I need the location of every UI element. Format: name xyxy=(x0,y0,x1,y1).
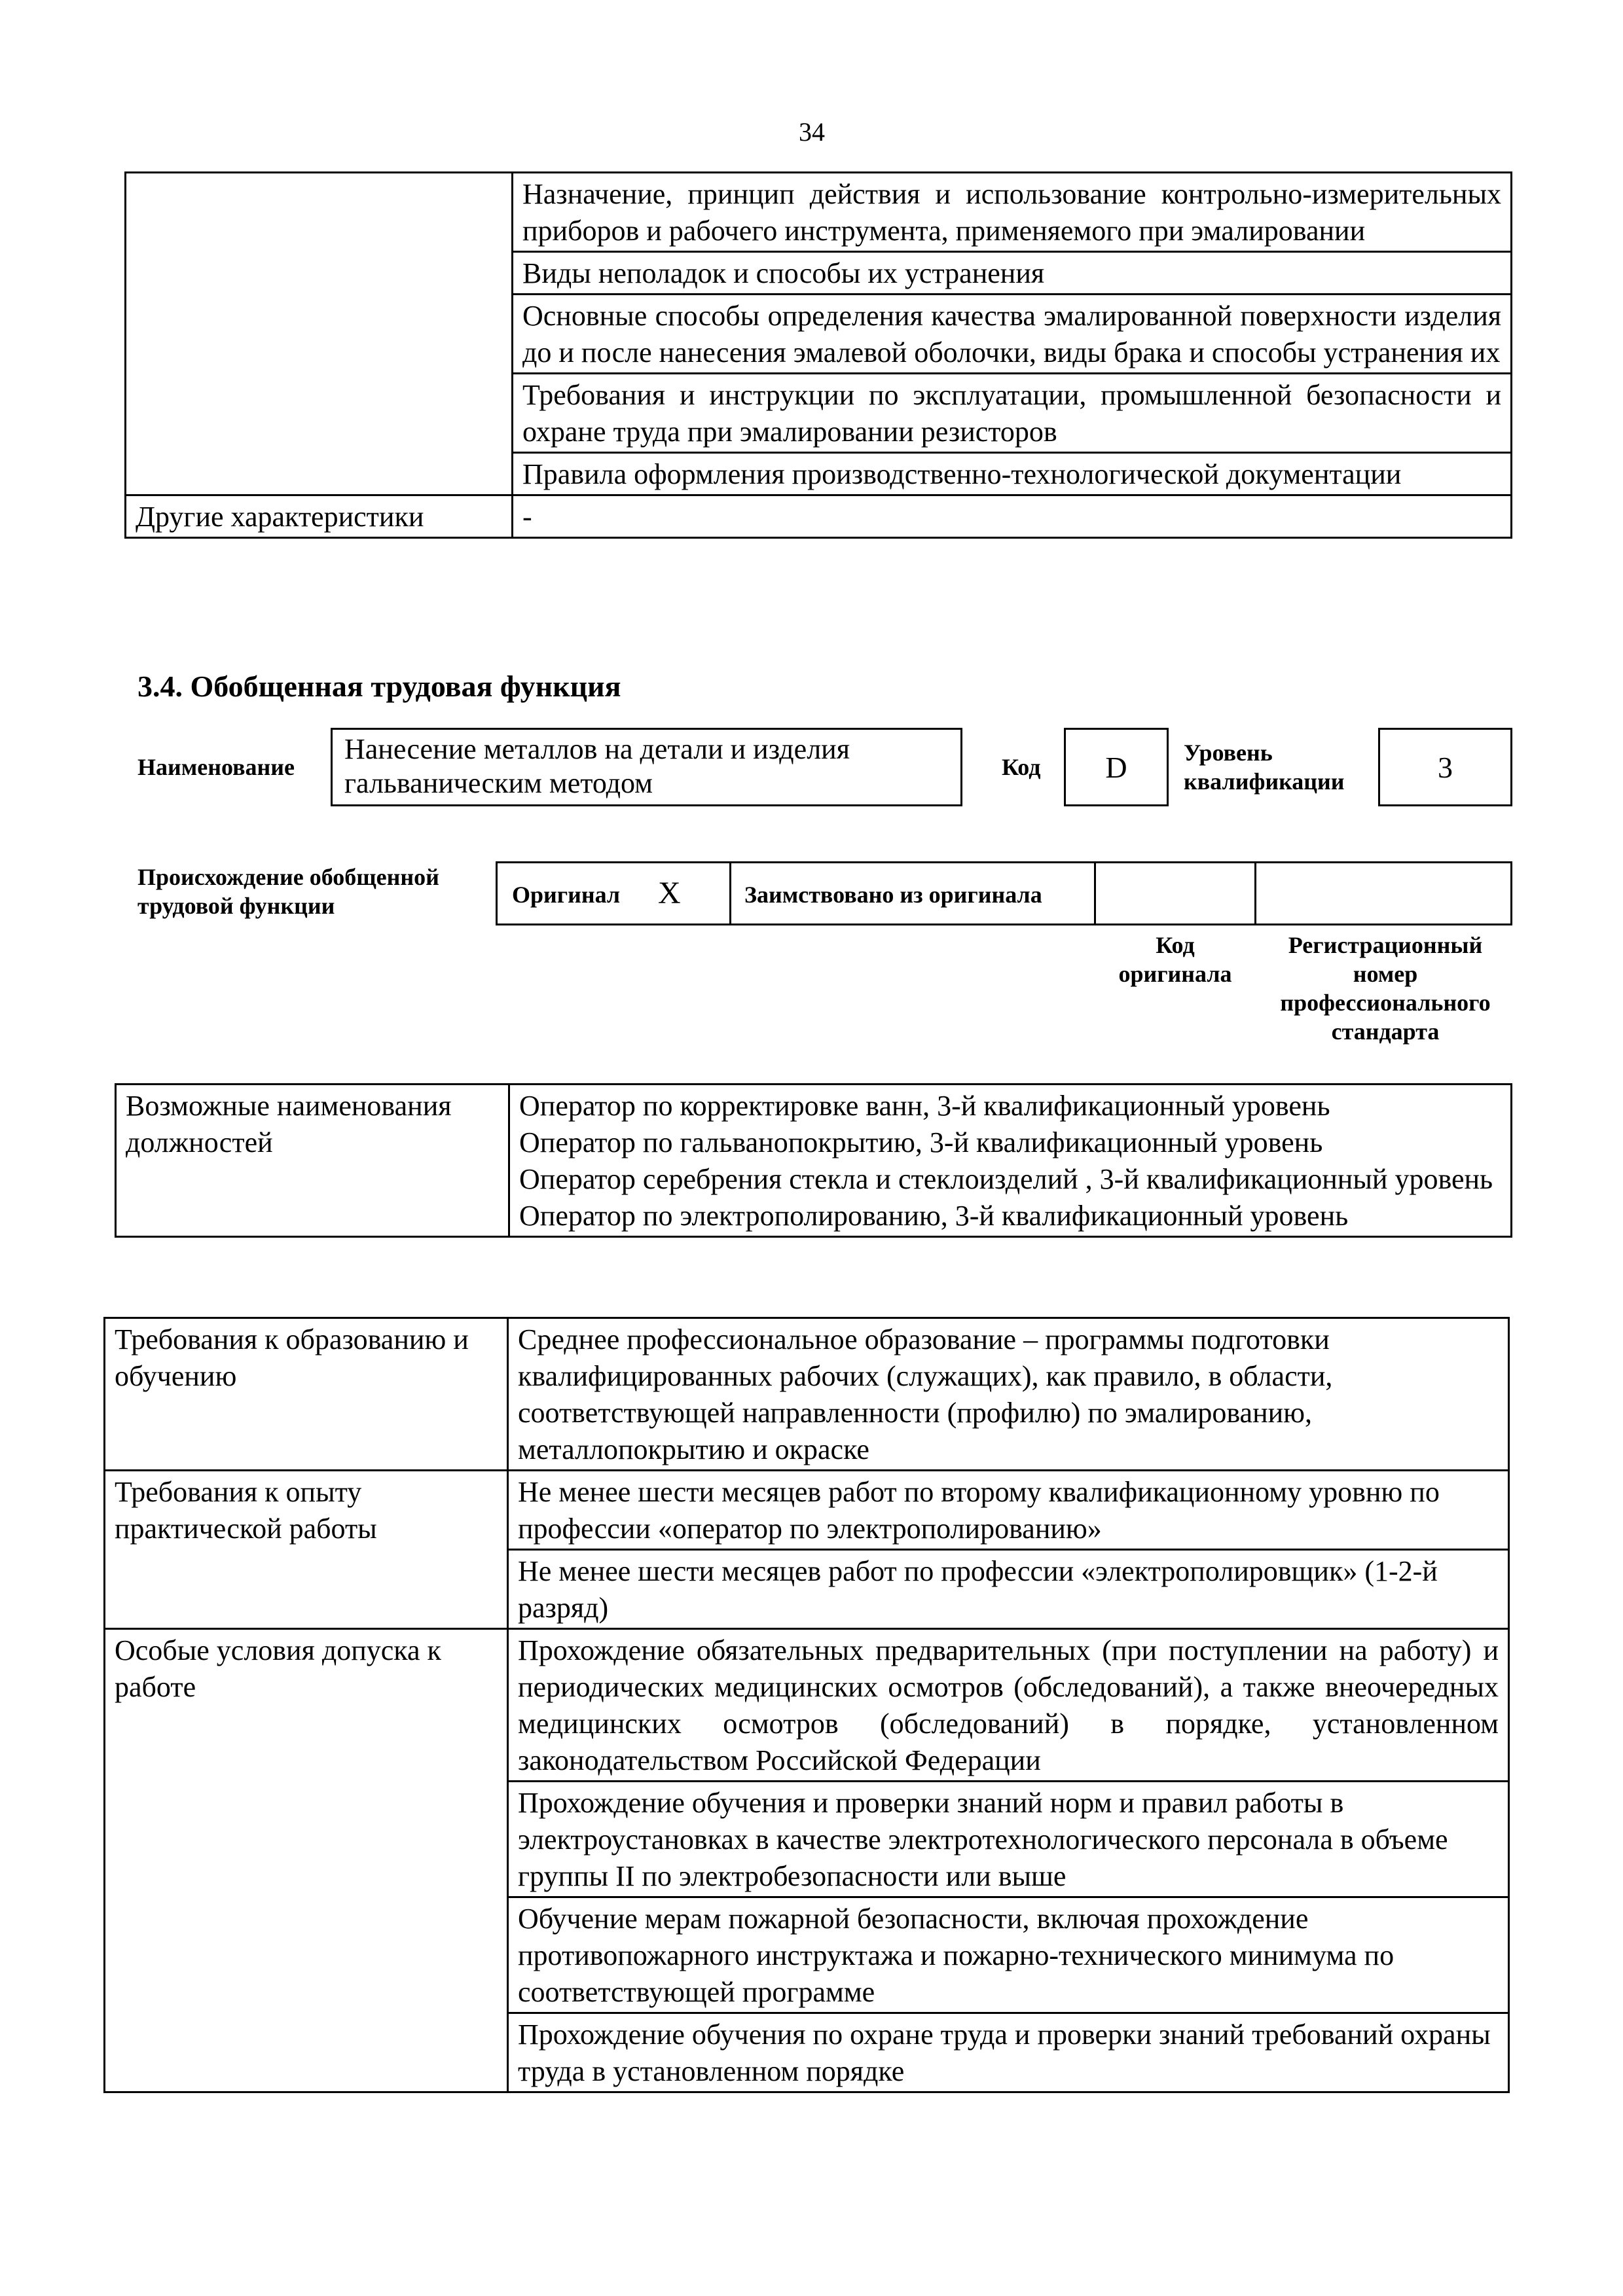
position-item: Оператор по электрополированию, 3-й квалификационный уровень xyxy=(519,1200,1349,1232)
position-item: Оператор по гальванопокрытию, 3-й квалификационный уровень xyxy=(519,1126,1323,1158)
knowledge-item: Правила оформления производственно-технологической документации xyxy=(513,453,1512,495)
code-label: Код xyxy=(1002,754,1041,780)
name-value-box xyxy=(331,728,962,806)
origin-original-box xyxy=(496,861,731,925)
positions-table xyxy=(115,1083,1512,1238)
code-box xyxy=(1064,728,1169,806)
code-value: D xyxy=(1105,750,1127,784)
special-value: Прохождение обучения по охране труда и проверки знаний требований охраны труда в установленном порядке xyxy=(508,2013,1509,2092)
origin-code-box xyxy=(1094,861,1256,925)
level-value: 3 xyxy=(1438,750,1453,784)
origin-original-label: Оригинал xyxy=(512,882,621,908)
name-label: Наименование xyxy=(137,754,295,780)
knowledge-item: Основные способы определения качества эмалированной поверхности изделия до и после нанесения эмалевой оболочки, виды брака и способы устранения их xyxy=(513,295,1512,374)
origin-label: Происхождение обобщенной трудовой функции xyxy=(137,864,439,919)
other-characteristics-label: Другие характеристики xyxy=(126,495,513,538)
experience-label: Требования к опыту практической работы xyxy=(105,1471,508,1629)
origin-reg-caption: Регистрационный номер профессионального стандарта xyxy=(1280,932,1491,1045)
positions-label: Возможные наименования должностей xyxy=(116,1085,509,1237)
origin-borrowed-box xyxy=(729,861,1096,925)
knowledge-item: Виды неполадок и способы их устранения xyxy=(513,252,1512,295)
origin-borrowed-label: Заимствовано из оригинала xyxy=(744,882,1042,908)
requirements-table xyxy=(103,1317,1510,2093)
level-box xyxy=(1378,728,1512,806)
level-label: Уровень квалификации xyxy=(1184,740,1345,795)
origin-original-mark: X xyxy=(658,876,681,910)
name-value: Нанесение металлов на детали и изделия гальваническим методом xyxy=(344,733,850,799)
empty-label-cell xyxy=(126,173,513,495)
education-value: Среднее профессиональное образование – программы подготовки квалифицированных рабочих (служащих), как правило, в области, соответствующей направленности (профилю) по эмалированию, металлопокрытию и окраске xyxy=(508,1318,1509,1471)
experience-value: Не менее шести месяцев работ по второму квалификационному уровню по профессии «оператор по электрополированию» xyxy=(508,1471,1509,1550)
origin-code-caption: Код оригинала xyxy=(1118,932,1232,987)
page-number: 34 xyxy=(799,117,825,147)
origin-reg-box xyxy=(1254,861,1512,925)
knowledge-item: Назначение, принцип действия и использование контрольно-измерительных приборов и рабочего инструмента, применяемого при эмалировании xyxy=(513,173,1512,252)
special-value: Обучение мерам пожарной безопасности, включая прохождение противопожарного инструктажа и пожарно-технического минимума по соответствующей программе xyxy=(508,1897,1509,2013)
position-item: Оператор по корректировке ванн, 3-й квалификационный уровень xyxy=(519,1090,1330,1122)
special-label: Особые условия допуска к работе xyxy=(105,1629,508,2092)
special-value: Прохождение обучения и проверки знаний норм и правил работы в электроустановках в качестве электротехнологического персонала в объеме группы II по электробезопасности или выше xyxy=(508,1782,1509,1897)
knowledge-item: Требования и инструкции по эксплуатации, промышленной безопасности и охране труда при эмалировании резисторов xyxy=(513,374,1512,453)
knowledge-table xyxy=(124,171,1512,539)
education-label: Требования к образованию и обучению xyxy=(105,1318,508,1471)
special-value: Прохождение обязательных предварительных (при поступлении на работу) и периодических медицинских осмотров (обследований), а также внеочередных медицинских осмотров (обследований) в порядке, установленном законодательством Российской Федерации xyxy=(508,1629,1509,1782)
positions-list xyxy=(509,1085,1512,1237)
position-item: Оператор серебрения стекла и стеклоизделий , 3-й квалификационный уровень xyxy=(519,1163,1493,1195)
experience-value: Не менее шести месяцев работ по профессии «электрополировщик» (1-2-й разряд) xyxy=(508,1550,1509,1629)
section-title: 3.4. Обобщенная трудовая функция xyxy=(137,670,621,703)
other-characteristics-value: - xyxy=(513,495,1512,538)
